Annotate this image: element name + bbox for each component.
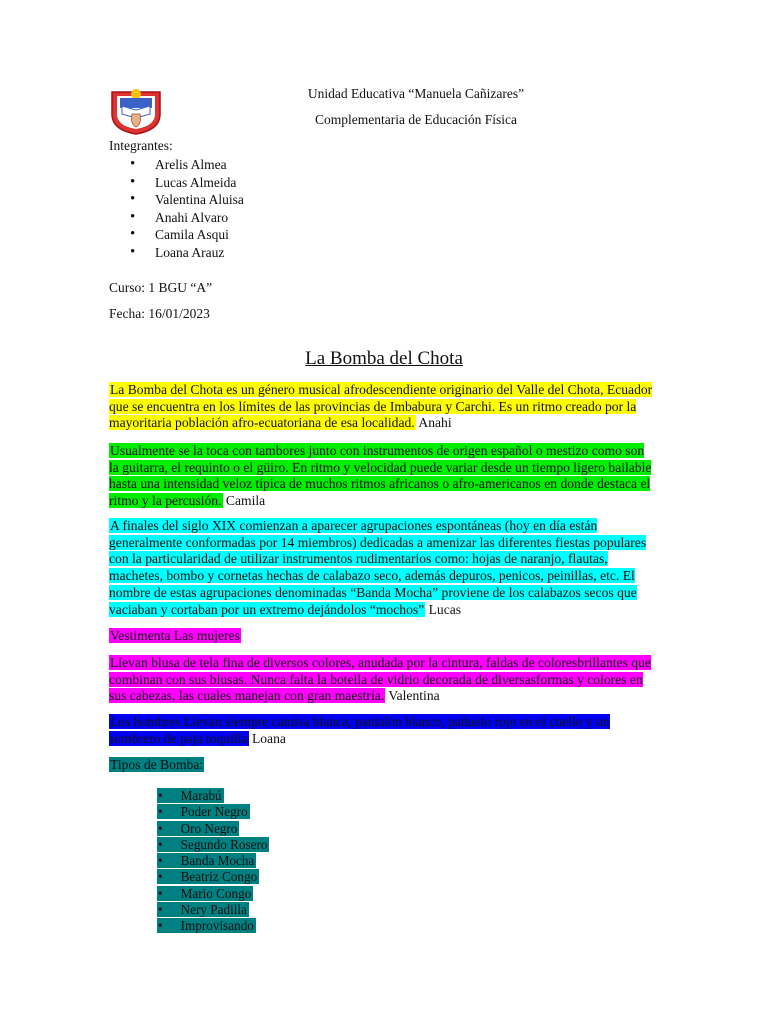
members-label: Integrantes: [109, 138, 173, 153]
list-item-label: Marabú [180, 788, 222, 803]
subject-name: Complementaria de Educación Física [314, 112, 518, 127]
list-item: • Segundo Rosero [158, 836, 268, 852]
author-name: Valentina [388, 688, 440, 704]
list-item-label: Improvisando [180, 918, 254, 934]
highlighted-text: Vestimenta Las mujeres [110, 628, 240, 643]
paragraph-types-heading [109, 757, 654, 774]
list-item: • Beatriz Congo [158, 869, 258, 885]
list-item-label: Oro Negro [180, 820, 238, 836]
list-item: • Banda Mocha [158, 853, 255, 869]
list-item-label: Nery Padilla [180, 902, 247, 918]
paragraph-men-clothing [109, 714, 654, 747]
highlighted-text: Llevan blusa de tela fina de diversos colores, anudada por la cintura, faldas de coloresbrillantes que combinan con sus blusas. Nunca falta la botella de vidrio decorada de diversasformas y colores en sus cabezas, las cuales manejan con gran maestría. [109, 655, 651, 704]
course-line: Curso: 1 BGU “A” [109, 280, 213, 295]
paragraph-intro [109, 382, 654, 432]
bomba-types-list [157, 788, 269, 935]
members-list [128, 156, 244, 262]
paragraph-women-clothing [109, 655, 654, 705]
author-name: Lucas [428, 601, 462, 617]
author-name: Camila [225, 493, 266, 509]
list-item: • Camila Asqui [128, 226, 244, 244]
list-item: • Oro Negro [158, 820, 238, 836]
list-item-label: Banda Mocha [180, 853, 255, 869]
document-title: La Bomba del Chota [305, 348, 463, 369]
list-item-label: Mario Congo [180, 885, 252, 901]
list-item: • Lucas Almeida [128, 174, 244, 192]
list-item-label: Segundo Rosero [180, 836, 268, 852]
paragraph-instruments [109, 443, 654, 510]
highlighted-text: La Bomba del Chota es un género musical afrodescendiente originario del Valle del Chota, Ecuador que se encuentra en los límites de las provincias de Imbabura y Carchi. Es un ritmo creado por la mayoritaria población afro-ecuatoriana de esa localidad. [109, 382, 653, 431]
list-item-label: Poder Negro [180, 804, 248, 820]
author-name: Anahi [418, 415, 452, 431]
list-item: • Marabú [158, 788, 222, 803]
list-item: • Improvisando [158, 918, 254, 934]
list-item: • Poder Negro [158, 804, 248, 820]
highlighted-text: Tipos de Bomba: [110, 757, 204, 772]
highlighted-text: Los hombres Llevan siempre camisa blanca, pantalón blanco, pañuelo rojo en el cuello y un sombrero de paja toquilla [109, 714, 610, 746]
institution-name: Unidad Educativa “Manuela Cañizares” [307, 86, 525, 101]
list-item-label: Beatriz Congo [180, 869, 258, 885]
list-item: • Anahi Alvaro [128, 209, 244, 227]
paragraph-history [109, 518, 654, 618]
highlighted-text: A finales del siglo XIX comienzan a aparecer agrupaciones espontáneas (hoy en día están generalmente conformadas por 14 miembros) dedicadas a amenizar las diferentes fiestas populares con la particularidad de utilizar instrumentos rudimentarios como: hojas de naranjo, flautas, machetes, bombo y cornetas hechas de calabazo seco, además depuros, penicos, peinillas, etc. El nombre de estas agrupaciones denominadas “Banda Mocha” proviene de los calabazos secos que vaciaban y cortaban por un extremo dejándolos “mochos” [109, 518, 647, 617]
list-item: • Mario Congo [158, 885, 252, 901]
list-item: • Nery Padilla [158, 902, 247, 918]
date-line: Fecha: 16/01/2023 [109, 306, 210, 321]
list-item: • Arelis Almea [128, 156, 244, 174]
paragraph-clothing-heading [109, 628, 654, 645]
highlighted-text: Usualmente se la toca con tambores junto con instrumentos de origen español o mestizo como son la guitarra, el requinto o el güiro. En ritmo y velocidad puede variar desde un tiempo ligero bailable hasta una intensidad veloz típica de muchos ritmos africanos o afro-americanos en donde destaca el ritmo y la percusión. [109, 443, 652, 509]
author-name: Loana [251, 730, 286, 746]
list-item: • Loana Arauz [128, 244, 244, 262]
list-item: • Valentina Aluisa [128, 191, 244, 209]
